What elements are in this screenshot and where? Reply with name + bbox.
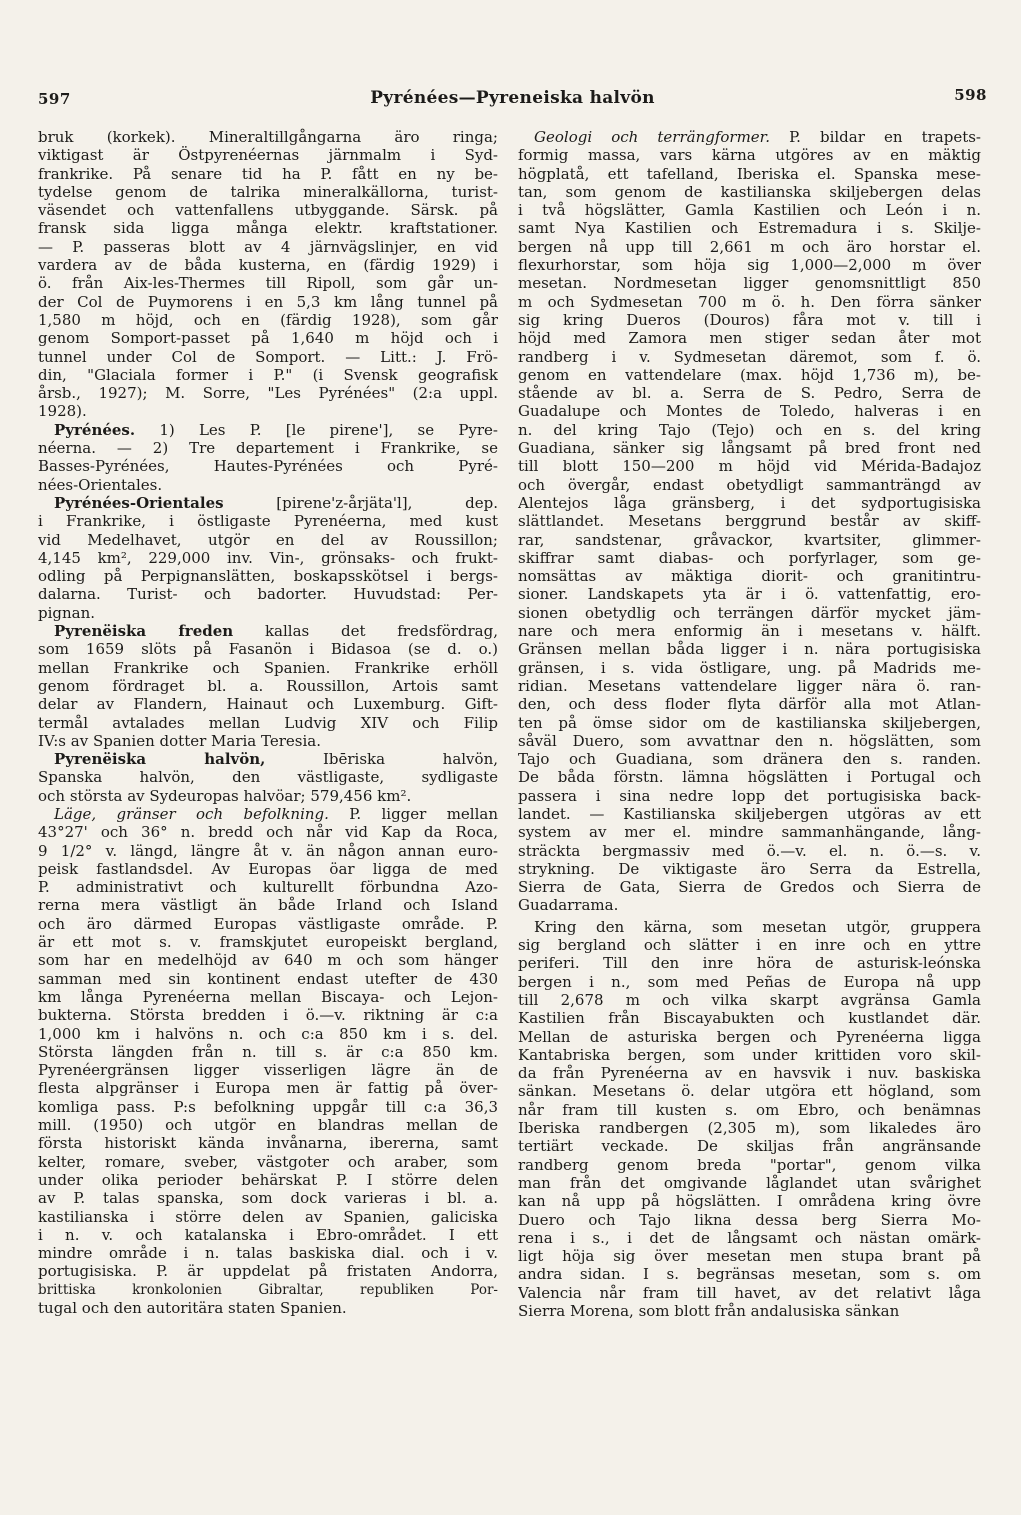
text-line — [518, 585, 981, 603]
line-text: — P. passeras blott av 4 järnvägslinjer, en vid — [38, 237, 498, 256]
entry-headword: Pyrenëiska halvön, — [54, 750, 266, 769]
line-text: Största längden från n. till s. är c:a 850 km. — [38, 1042, 498, 1061]
text-line — [38, 1244, 498, 1262]
text-line — [38, 219, 498, 237]
text-line — [38, 531, 498, 549]
text-line — [38, 256, 498, 274]
line-text: Sierra de Gata, Sierra de Gredos och Sierra de — [518, 878, 981, 897]
text-line — [38, 238, 498, 256]
line-text: under olika perioder behärskat P. I större delen — [38, 1170, 498, 1189]
line-text: P. ligger mellan — [328, 804, 498, 823]
line-text: system av mer el. mindre sammanhängande, lång- — [518, 823, 981, 842]
line-text: såväl Duero, som avvattnar den n. högslätten, som — [518, 731, 981, 750]
line-text: Basses-Pyrénées, Hautes-Pyrénées och Pyré- — [38, 457, 498, 476]
line-text: första historiskt kända invånarna, ibererna, samt — [38, 1134, 498, 1153]
line-text: Sierra Morena, som blott från andalusiska sänkan — [518, 1302, 900, 1320]
line-text: 9 1/2° v. längd, längre åt v. än någon annan euro- — [38, 841, 498, 860]
left-column — [38, 128, 498, 1317]
line-text: passera i sina nedre lopp det portugisiska back- — [518, 786, 981, 805]
line-text: i Frankrike, i östligaste Pyrenéerna, med kust — [38, 512, 498, 531]
line-text: årsb., 1927); M. Sorre, "Les Pyrénées" (2:a uppl. — [38, 384, 498, 403]
text-line — [38, 659, 498, 677]
line-text: kallas det fredsfördrag, — [233, 622, 498, 641]
text-line — [38, 201, 498, 219]
text-line — [38, 512, 498, 530]
line-text: 1928). — [38, 402, 87, 421]
line-text: Ibēriska halvön, — [265, 750, 498, 769]
text-line — [518, 384, 981, 402]
text-line — [518, 201, 981, 219]
text-line — [38, 970, 498, 988]
line-text: Tajo och Guadiana, som dränera den s. randen. — [518, 750, 981, 769]
text-line — [518, 311, 981, 329]
left-page-number: 597 — [38, 90, 71, 108]
text-line — [38, 1079, 498, 1097]
line-text: tan, som genom de kastilianska skiljebergen delas — [518, 182, 981, 201]
line-text: kastilianska i större delen av Spanien, galiciska — [38, 1207, 498, 1226]
line-text: av P. talas spanska, som dock varieras i bl. a. — [38, 1189, 498, 1208]
text-line — [518, 531, 981, 549]
text-line — [38, 640, 498, 658]
line-text: tydelse genom de talrika mineralkällorna, turist- — [38, 182, 498, 201]
line-text: i n. v. och katalanska i Ebro-området. I ett — [38, 1225, 498, 1244]
text-line — [518, 274, 981, 292]
line-text: néerna. — 2) Tre departement i Frankrike, se — [38, 439, 498, 458]
text-line — [38, 1262, 498, 1280]
line-text: sträckta bergmassiv med ö.—v. el. n. ö.—s. v. — [518, 841, 981, 860]
text-line — [38, 1281, 498, 1299]
line-text: odling på Perpignanslätten, boskapsskötsel i bergs- — [38, 567, 498, 586]
text-line — [518, 1156, 981, 1174]
text-line — [518, 512, 981, 530]
line-text: som har en medelhöjd av 640 m och som hänger — [38, 951, 498, 970]
line-text: rar, sandstenar, gråvackor, kvartsiter, glimmer- — [518, 530, 981, 549]
text-line — [38, 1043, 498, 1061]
line-text: kelter, romare, sveber, västgoter och araber, som — [38, 1152, 498, 1171]
text-line — [38, 787, 498, 805]
text-line — [518, 439, 981, 457]
line-text: bruk (korkek). Mineraltillgångarna äro ringa; — [38, 128, 498, 146]
text-line — [518, 973, 981, 991]
line-text: till blott 150—200 m höjd vid Mérida-Badajoz — [518, 457, 981, 476]
line-text: mindre område i n. talas baskiska dial. och i v. — [38, 1244, 498, 1263]
text-line — [518, 256, 981, 274]
line-text: flesta alpgränser i Europa men är fattig på över- — [38, 1079, 498, 1098]
right-column — [518, 128, 981, 1320]
text-line — [518, 1101, 981, 1119]
text-line — [518, 1064, 981, 1082]
text-line — [518, 329, 981, 347]
text-line — [518, 768, 981, 786]
text-line — [38, 677, 498, 695]
text-line — [518, 878, 981, 896]
running-head: Pyrénées—Pyreneiska halvön — [370, 88, 655, 108]
text-line — [518, 805, 981, 823]
text-line — [38, 842, 498, 860]
text-line — [518, 146, 981, 164]
text-line — [38, 933, 498, 951]
text-line — [38, 384, 498, 402]
text-line — [38, 622, 498, 640]
text-line — [518, 457, 981, 475]
text-line — [38, 604, 498, 622]
text-line — [518, 1174, 981, 1192]
text-line — [518, 1211, 981, 1229]
line-text: sig kring Dueros (Douros) fåra mot v. till i — [518, 310, 981, 329]
line-text: periferi. Till den inre höra de asturisk-leónska — [518, 954, 981, 973]
text-line — [518, 1229, 981, 1247]
line-text: [pirene'z-årjäta'l], dep. — [223, 493, 498, 512]
text-line — [518, 732, 981, 750]
text-line — [518, 183, 981, 201]
line-text: når fram till kusten s. om Ebro, och benämnas — [518, 1100, 981, 1119]
line-text: är ett mot s. v. framskjutet europeiskt bergland, — [38, 933, 498, 952]
text-line — [518, 604, 981, 622]
line-text: viktigast är Östpyrenéernas järnmalm i Syd- — [38, 146, 498, 165]
line-text: P. bildar en trapets- — [769, 128, 981, 146]
line-text: 1,000 km i halvöns n. och c:a 850 km i s. del. — [38, 1024, 498, 1043]
line-text: i två högslätter, Gamla Kastilien och León i n. — [518, 201, 981, 220]
text-line — [518, 954, 981, 972]
text-line — [38, 293, 498, 311]
line-text: pignan. — [38, 603, 96, 622]
line-text: formig massa, vars kärna utgöres av en mäktig — [518, 146, 981, 165]
text-line — [38, 274, 498, 292]
text-line — [38, 1061, 498, 1079]
text-line — [518, 1119, 981, 1137]
line-text: sig bergland och slätter i en inre och en yttre — [518, 936, 981, 955]
text-line — [518, 1284, 981, 1302]
line-text: och övergår, endast obetydligt sammanträngd av — [518, 475, 981, 494]
text-line — [518, 567, 981, 585]
line-text: frankrike. På senare tid ha P. fått en ny be- — [38, 164, 498, 183]
text-line — [38, 1189, 498, 1207]
page-header — [38, 86, 987, 110]
line-text: Guadalupe och Montes de Toledo, halveras i en — [518, 402, 981, 421]
line-text: den, och dess floder flyta därför alla mot Atlan- — [518, 695, 981, 714]
line-text: landet. — Kastilianska skiljebergen utgöras av ett — [518, 804, 981, 823]
text-line — [518, 896, 981, 914]
line-text: da från Pyrenéerna av en havsvik i nuv. baskiska — [518, 1064, 981, 1083]
text-line — [38, 183, 498, 201]
text-line — [38, 823, 498, 841]
entry-headword: Pyrénées. — [54, 420, 136, 439]
text-line — [518, 991, 981, 1009]
text-line — [38, 421, 498, 439]
text-line — [38, 476, 498, 494]
line-text: 1,580 m höjd, och en (färdig 1928), som går — [38, 310, 498, 329]
text-line — [518, 1046, 981, 1064]
text-line — [518, 165, 981, 183]
line-text: ten på ömse sidor om de kastilianska skiljebergen, — [518, 713, 981, 732]
line-text: Kring den kärna, som mesetan utgör, gruppera — [534, 917, 981, 936]
text-line — [38, 878, 498, 896]
text-line — [518, 695, 981, 713]
text-line — [38, 915, 498, 933]
line-text: Kantabriska bergen, som under krittiden voro skil- — [518, 1045, 981, 1064]
text-line — [38, 750, 498, 768]
line-text: der Col de Puymorens i en 5,3 km lång tunnel på — [38, 292, 498, 311]
text-line — [518, 549, 981, 567]
line-text: nare och mera enformig än i mesetans v. hälft. — [518, 622, 981, 641]
text-line — [38, 1025, 498, 1043]
line-text: portugisiska. P. är uppdelat på fristaten Andorra, — [38, 1262, 498, 1281]
line-text: Mellan de asturiska bergen och Pyrenéerna ligga — [518, 1027, 981, 1046]
text-line — [518, 918, 981, 936]
line-text: bergen i n., som med Peñas de Europa nå upp — [518, 972, 981, 991]
text-line — [518, 1265, 981, 1283]
text-line — [38, 1208, 498, 1226]
line-text: ridian. Mesetans vattendelare ligger nära ö. ran- — [518, 676, 981, 695]
line-text: stående av bl. a. Serra de S. Pedro, Serra de — [518, 384, 981, 403]
line-text: Kastilien från Biscayabukten och kustlandet där. — [518, 1009, 981, 1028]
line-text: rerna mera västligt än både Irland och Island — [38, 896, 498, 915]
text-line — [38, 146, 498, 164]
line-text: högplatå, ett tafelland, Iberiska el. Spanska mese- — [518, 164, 981, 183]
line-text: randberg genom breda "portar", genom vilka — [518, 1155, 981, 1174]
section-subheading: Geologi och terrängformer. — [534, 128, 770, 146]
text-line — [38, 402, 498, 420]
text-line — [38, 457, 498, 475]
line-text: bergen nå upp till 2,661 m och äro horstar el. — [518, 237, 981, 256]
text-line — [38, 311, 498, 329]
line-text: 4,145 km², 229,000 inv. Vin-, grönsaks- och frukt- — [38, 548, 498, 567]
line-text: 1) Les P. [le pirene'], se Pyre- — [135, 420, 498, 439]
line-text: komliga pass. P:s befolkning uppgår till c:a 36,3 — [38, 1097, 498, 1116]
line-text: tertiärt veckade. De skiljas från angränsande — [518, 1137, 981, 1156]
line-text: andra sidan. I s. begränsas mesetan, som s. om — [518, 1265, 981, 1284]
line-text: slättlandet. Mesetans berggrund består av skiff- — [518, 512, 981, 531]
line-text: P. administrativt och kulturellt förbundna Azo- — [38, 878, 498, 897]
line-text: och äro därmed Europas västligaste område. P. — [38, 914, 498, 933]
text-line — [518, 787, 981, 805]
text-line — [518, 714, 981, 732]
line-text: IV:s av Spanien dotter Maria Teresia. — [38, 731, 321, 750]
text-line — [518, 421, 981, 439]
line-text: ö. från Aix-les-Thermes till Ripoll, som går un- — [38, 274, 498, 293]
text-line — [38, 1299, 498, 1317]
text-line — [38, 805, 498, 823]
text-line — [518, 842, 981, 860]
line-text: km långa Pyrenéerna mellan Biscaya- och Lejon- — [38, 987, 498, 1006]
line-text: strykning. De viktigaste äro Serra da Estrella, — [518, 859, 981, 878]
line-text: mill. (1950) och utgör en blandras mellan de — [38, 1116, 498, 1135]
text-line — [518, 622, 981, 640]
line-text: Guadarrama. — [518, 896, 619, 915]
text-line — [518, 1302, 981, 1320]
text-line — [518, 238, 981, 256]
text-line — [38, 951, 498, 969]
line-text: n. del kring Tajo (Tejo) och en s. del kring — [518, 420, 981, 439]
text-line — [518, 860, 981, 878]
line-text: Pyrenéergränsen ligger visserligen lägre än de — [38, 1061, 498, 1080]
line-text: vid Medelhavet, utgör en del av Roussillon; — [38, 530, 498, 549]
text-line — [518, 936, 981, 954]
text-line — [518, 1028, 981, 1046]
line-text: rena i s., i det de långsamt och nästan omärk- — [518, 1228, 981, 1247]
line-text: Iberiska randbergen (2,305 m), som likaledes äro — [518, 1119, 981, 1138]
entry-headword: Pyrenëiska freden — [54, 622, 234, 641]
text-line — [38, 549, 498, 567]
text-line — [38, 714, 498, 732]
text-line — [518, 219, 981, 237]
text-line — [38, 348, 498, 366]
line-text: 43°27' och 36° n. bredd och når vid Kap da Roca, — [38, 823, 498, 842]
text-line — [518, 1247, 981, 1265]
line-text: genom fördraget bl. a. Roussillon, Artois samt — [38, 676, 498, 695]
text-line — [38, 439, 498, 457]
line-text: Gränsen mellan båda ligger i n. nära portugisiska — [518, 640, 981, 659]
line-text: samman med sin kontinent endast utefter de 430 — [38, 969, 498, 988]
text-line — [38, 567, 498, 585]
text-line — [38, 988, 498, 1006]
text-line — [518, 128, 981, 146]
line-text: flexurhorstar, som höja sig 1,000—2,000 m över — [518, 256, 981, 275]
line-text: din, "Glaciala former i P." (i Svensk geografisk — [38, 365, 498, 384]
text-line — [38, 1153, 498, 1171]
line-text: till 2,678 m och vilka skarpt avgränsa Gamla — [518, 990, 981, 1009]
line-text: sioner. Landskapets yta är i ö. vattenfattig, ero- — [518, 585, 981, 604]
text-line — [518, 823, 981, 841]
text-line — [38, 768, 498, 786]
line-text: genom en vattendelare (max. höjd 1,736 m), be- — [518, 365, 981, 384]
text-line — [38, 128, 498, 146]
line-text: ligt höja sig över mesetan men stupa brant på — [518, 1247, 981, 1266]
text-line — [518, 1009, 981, 1027]
text-line — [518, 494, 981, 512]
line-text: nomsättas av mäktiga diorit- och granitintru- — [518, 567, 981, 586]
line-text: Duero och Tajo likna dessa berg Sierra Mo- — [518, 1210, 981, 1229]
line-text: väsendet och vattenfallens utbyggande. Särsk. på — [38, 201, 498, 220]
line-text: Spanska halvön, den västligaste, sydligaste — [38, 768, 498, 787]
text-line — [518, 677, 981, 695]
line-text: mellan Frankrike och Spanien. Frankrike erhöll — [38, 658, 498, 677]
text-line — [38, 1006, 498, 1024]
text-line — [518, 1137, 981, 1155]
text-line — [38, 1171, 498, 1189]
line-text: mesetan. Nordmesetan ligger genomsnittligt 850 — [518, 274, 981, 293]
text-line — [518, 348, 981, 366]
text-line — [38, 860, 498, 878]
text-line — [38, 695, 498, 713]
line-text: vardera av de båda kusterna, en (färdig 1929) i — [38, 256, 498, 275]
line-text: bukterna. Största bredden i ö.—v. riktning är c:a — [38, 1006, 498, 1025]
line-text: nées-Orientales. — [38, 475, 163, 494]
line-text: Guadiana, sänker sig långsamt på bred front ned — [518, 439, 981, 458]
line-text: höjd med Zamora men stiger sedan åter mot — [518, 329, 981, 348]
line-text: dalarna. Turist- och badorter. Huvudstad: Per- — [38, 585, 498, 604]
text-line — [38, 1098, 498, 1116]
line-text: randberg i v. Sydmesetan däremot, som f. ö. — [518, 347, 981, 366]
line-text: tunnel under Col de Somport. — Litt.: J. Frö- — [38, 347, 498, 366]
text-line — [518, 1192, 981, 1210]
line-text: De båda förstn. lämna högslätten i Portugal och — [518, 768, 981, 787]
line-text: delar av Flandern, Hainaut och Luxemburg. Gift- — [38, 695, 498, 714]
line-text: som 1659 slöts på Fasanön i Bidasoa (se d. o.) — [38, 640, 498, 659]
line-text: sionen obetydlig och terrängen därför mycket jäm- — [518, 603, 981, 622]
line-text: termål avtalades mellan Ludvig XIV och Filip — [38, 713, 498, 732]
text-line — [38, 1226, 498, 1244]
text-line — [518, 750, 981, 768]
text-line — [38, 1134, 498, 1152]
line-text: brittiska kronkolonien Gibraltar, republiken Por- — [38, 1281, 498, 1298]
text-line — [38, 896, 498, 914]
text-line — [38, 329, 498, 347]
section-subheading: Läge, gränser och befolkning. — [54, 804, 329, 823]
text-line — [38, 1116, 498, 1134]
entry-headword: Pyrénées-Orientales — [54, 493, 224, 512]
line-text: m och Sydmesetan 700 m ö. h. Den förra sänker — [518, 292, 981, 311]
line-text: Valencia når fram till havet, av det relativt låga — [518, 1283, 981, 1302]
line-text: gränsen, i s. vida östligare, ung. på Madrids me- — [518, 658, 981, 677]
line-text: kan nå upp på högslätten. I områdena kring övre — [518, 1192, 981, 1211]
text-line — [38, 165, 498, 183]
text-line — [38, 366, 498, 384]
text-line — [518, 1082, 981, 1100]
text-line — [518, 366, 981, 384]
line-text: sänkan. Mesetans ö. delar utgöra ett högland, som — [518, 1082, 981, 1101]
text-line — [518, 402, 981, 420]
line-text: samt Nya Kastilien och Estremadura i s. Skilje- — [518, 219, 981, 238]
line-text: och största av Sydeuropas halvöar; 579,456 km². — [38, 786, 412, 805]
text-line — [518, 293, 981, 311]
line-text: genom Somport-passet på 1,640 m höjd och i — [38, 329, 498, 348]
text-line — [38, 585, 498, 603]
text-line — [38, 494, 498, 512]
line-text: peisk fastlandsdel. Av Europas öar ligga de med — [38, 859, 498, 878]
text-line — [518, 640, 981, 658]
right-page-number: 598 — [954, 86, 987, 104]
line-text: tugal och den autoritära staten Spanien. — [38, 1299, 347, 1317]
line-text: skiffrar samt diabas- och porfyrlager, som ge- — [518, 548, 981, 567]
text-line — [518, 476, 981, 494]
line-text: Alentejos låga gränsberg, i det sydportugisiska — [518, 493, 981, 512]
line-text: fransk sida ligga många elektr. kraftstationer. — [38, 219, 498, 238]
line-text: man från det omgivande låglandet utan svårighet — [518, 1173, 981, 1192]
text-line — [518, 659, 981, 677]
text-line — [38, 732, 498, 750]
